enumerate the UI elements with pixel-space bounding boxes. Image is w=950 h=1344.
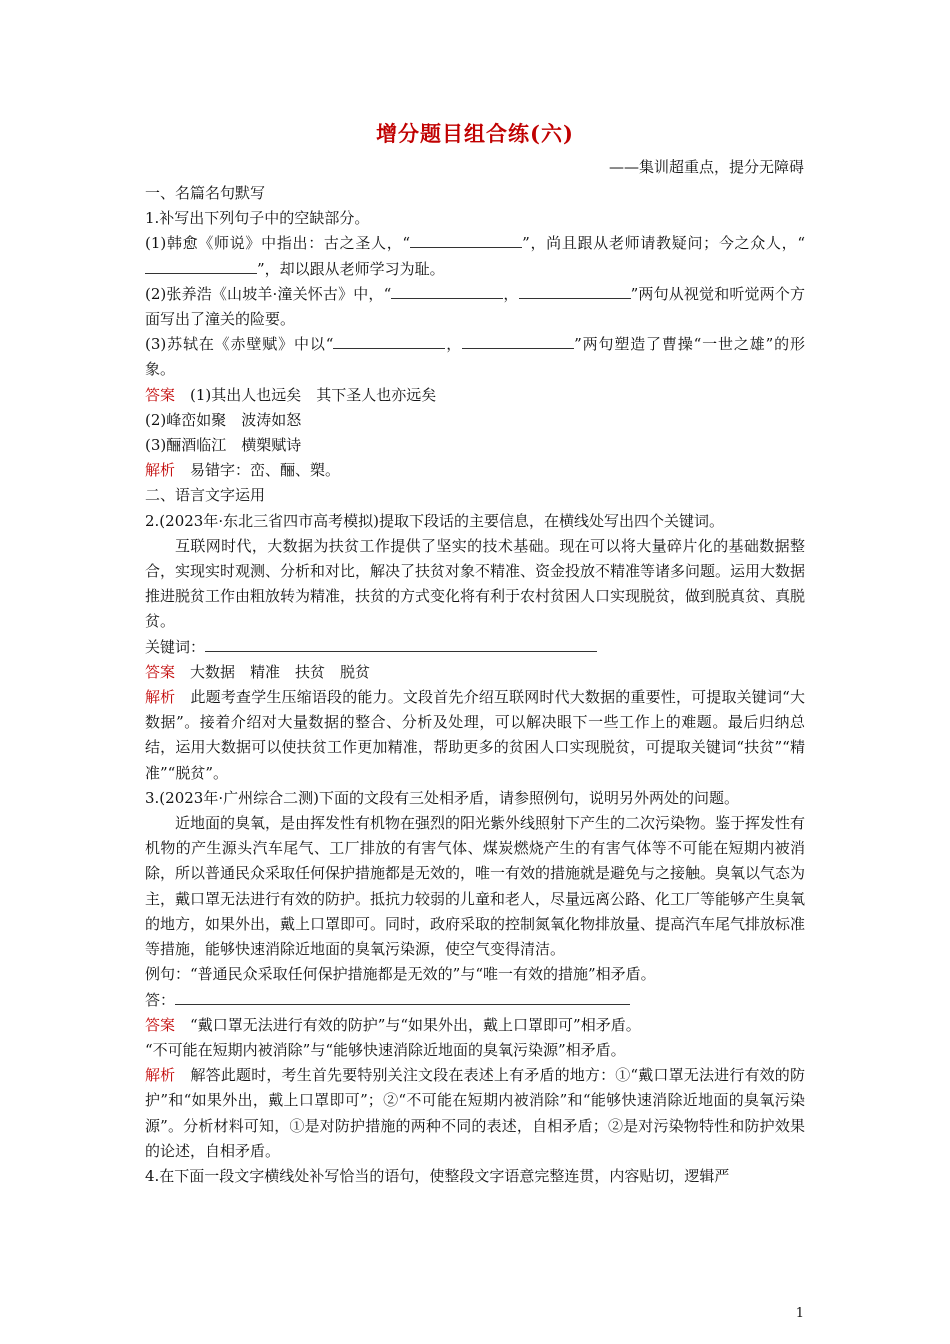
question-stem: 1.补写出下列句子中的空缺部分。 [145, 209, 370, 228]
analysis-label: 解析 [145, 461, 176, 480]
page-number: 1 [795, 1306, 804, 1321]
answer-blank[interactable] [462, 332, 574, 349]
question-part: (1)韩愈《师说》中指出：古之圣人，“ ”，尚且跟从老师请教疑问；今之众人，“”，却以跟从老师学习为耻。 [145, 231, 805, 281]
reply-blank[interactable] [175, 988, 630, 1005]
answer-label: 答案 [145, 662, 176, 681]
analysis-line: 解析 易错字：峦、酾、槊。 [145, 461, 341, 480]
answer-line: 答案 (1)其出人也远矣 其下圣人也亦远矣 [145, 385, 437, 404]
answer-blank[interactable] [391, 282, 503, 299]
keyword-line: 关键词： [145, 635, 805, 660]
question-stem: 2.(2023年·东北三省四市高考模拟)提取下段话的主要信息，在横线处写出四个关键词。 [145, 511, 724, 530]
answer-blank[interactable] [519, 282, 631, 299]
question-passage: 近地面的臭氧，是由挥发性有机物在强烈的阳光紫外线照射下产生的二次污染物。鉴于挥发性有机物的产生源头汽车尾气、工厂排放的有害气体、煤炭燃烧产生的有害气体等不可能在短期内被消除，所以普通民众采取任何保护措施都是无效的，唯一有效的措施就是避免与之接触。臭氧以气态为主，戴口罩无法进行有效的防护。抵抗力较弱的儿童和老人，尽量远离公路、化工厂等能够产生臭氧的地方，如果外出，戴上口罩即可。同时，政府采取的控制氮氧化物排放量、提高汽车尾气排放标准等措施，能够快速消除近地面的臭氧污染源，使空气变得清洁。 [145, 814, 806, 959]
analysis-line: 解析 此题考查学生压缩语段的能力。文段首先介绍互联网时代大数据的重要性，可提取关键词“大数据”。接着介绍对大量数据的整合、分析及处理，可以解决眼下一些工作上的难题。最后归纳总结，运用大数据可以使扶贫工作更加精准，帮助更多的贫困人口实现脱贫，可提取关键词“扶贫”“精准”“脱贫”。 [145, 688, 805, 782]
answer-line: 答案 “戴口罩无法进行有效的防护”与“如果外出，戴上口罩即可”相矛盾。 [145, 1015, 641, 1034]
analysis-label: 解析 [145, 688, 176, 707]
page-title: 增分题目组合练(六) [376, 121, 574, 146]
question-stem: 4.在下面一段文字横线处补写恰当的语句，使整段文字语意完整连贯，内容贴切，逻辑严 [145, 1166, 730, 1185]
answer-line: (3)酾酒临江 横槊赋诗 [145, 436, 302, 455]
keyword-blank[interactable] [205, 635, 597, 652]
section-heading: 二、语言文字运用 [145, 486, 266, 505]
answer-blank[interactable] [333, 332, 445, 349]
answer-line: “不可能在短期内被消除”与“能够快速消除近地面的臭氧污染源”相矛盾。 [145, 1040, 626, 1059]
page-subtitle: ——集训超重点，提分无障碍 [608, 158, 804, 176]
example-line: 例句：“普通民众采取任何保护措施都是无效的”与“唯一有效的措施”相矛盾。 [145, 965, 656, 984]
reply-line: 答： [145, 988, 805, 1013]
answer-line: (2)峰峦如聚 波涛如怒 [145, 410, 302, 429]
question-part: (2)张养浩《山坡羊·潼关怀古》中，“ ， ”两句从视觉和听觉两个方面写出了潼关的险要。 [145, 282, 805, 332]
question-passage: 互联网时代，大数据为扶贫工作提供了坚实的技术基础。现在可以将大量碎片化的基础数据整合，实现实时观测、分析和对比，解决了扶贫对象不精准、资金投放不精准等诸多问题。运用大数据推进脱贫工作由粗放转为精准，扶贫的方式变化将有利于农村贫困人口实现脱贫，做到脱真贫、真脱贫。 [145, 536, 806, 631]
document-body [145, 181, 805, 1189]
analysis-label: 解析 [145, 1066, 176, 1085]
analysis-line: 解析 解答此题时，考生首先要特别关注文段在表述上有矛盾的地方：①“戴口罩无法进行有效的防护”和“如果外出，戴上口罩即可”；②“不可能在短期内被消除”和“能够快速消除近地面的臭氧污染源”。分析材料可知，①是对防护措施的两种不同的表述，自相矛盾；②是对污染物特性和防护效果的论述，自相矛盾。 [145, 1066, 805, 1160]
question-part: (3)苏轼在《赤壁赋》中以“ ， ”两句塑造了曹操“一世之雄”的形象。 [145, 332, 805, 382]
answer-blank[interactable] [410, 231, 522, 248]
answer-label: 答案 [145, 1015, 176, 1034]
answer-label: 答案 [145, 385, 176, 404]
answer-blank[interactable] [145, 257, 257, 274]
question-stem: 3.(2023年·广州综合二测)下面的文段有三处相矛盾，请参照例句，说明另外两处的问题。 [145, 788, 739, 807]
answer-line: 答案 大数据 精准 扶贫 脱贫 [145, 662, 371, 681]
section-heading: 一、名篇名句默写 [145, 184, 266, 202]
